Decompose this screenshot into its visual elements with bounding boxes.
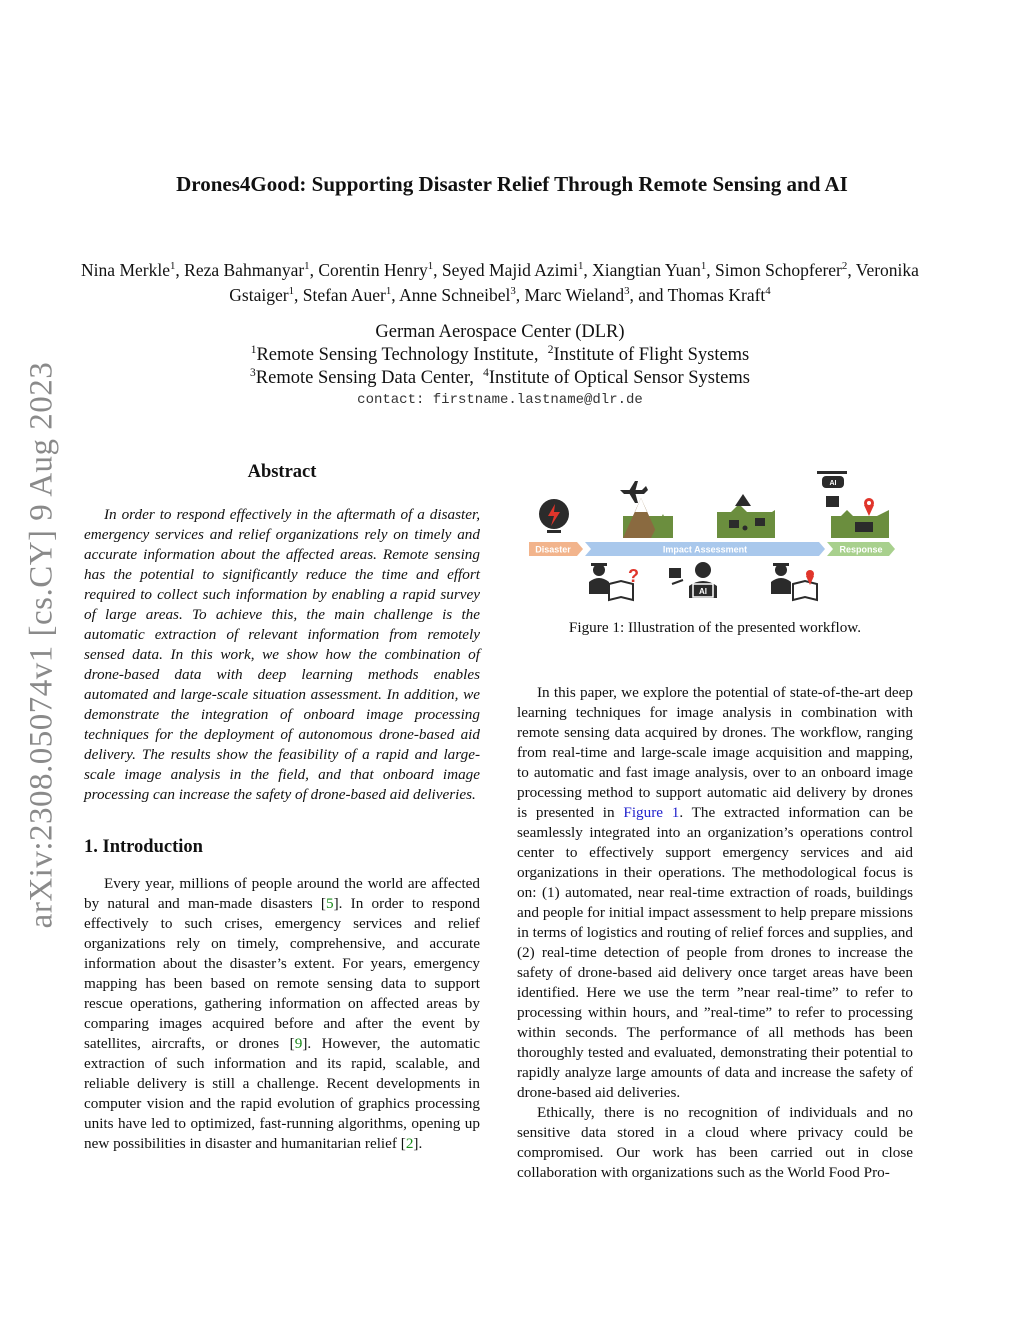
- intro-paragraph: Every year, millions of people around the world are affected by natural and man-made disasters [5]. In order to respond effectively to such crises, emergency services and relief organizations rely on timely, comprehensive, and accurate information about the disaster’s extent. For years, emergency mapping has been based on remote sensing data to support rescue operations, gathering information on affected areas by comparing images acquired before and after the event by satellites, aircrafts, or drones [9]. However, the automatic extraction of such information and its rapid, scalable, and reliable delivery is still a challenge. Recent developments in computer vision and the rapid evolution of graphics processing units have led to optimized, fast-running algorithms, opening up new possibilities in disaster and humanitarian relief [2].: [84, 875, 480, 1152]
- author: Veronika Gstaiger: [229, 260, 919, 305]
- village-landscape-icon: [717, 494, 775, 538]
- author-list: Nina Merkle$^1$, Reza Bahmanyar$^1$, Corentin Henry$^1$, Seyed Majid Azimi$^1$, Xiangtian Yuan$^1$, Simon Schopferer$^2$, Veronika Gstaiger$^1$, Stefan Auer$^1$, Anne Schneibel$^3$, Marc Wieland$^3$, and Thomas Kraft$^4$: [81, 260, 919, 305]
- workflow-illustration: [517, 466, 913, 611]
- abstract-heading: Abstract: [247, 462, 317, 482]
- abstract-text: In order to respond effectively in the aftermath of a disaster, emergency services and relief organizations rely on timely and accurate information about the affected areas. Remote sensing has the potential to significantly reduce the time and effort required to collect such information by enabling a rapid survey of large areas. To achieve this, the main challenge is the automatic extraction of relevant information from remotely sensed data. In this work, we show how the combination of drone-based data with deep learning methods enables automated and large-scale situation assessment. In addition, we demonstrate the integration of onboard image processing techniques for the deployment of autonomous drone-based aid delivery. The results show the feasibility of a rapid and large-scale image analysis in the field, and that onboard image processing can increase the safety of drone-based aid deliveries.: [84, 506, 480, 803]
- stage-arrow-disaster: [529, 542, 583, 556]
- worker-map-icon: [589, 563, 633, 600]
- citation-link[interactable]: 9: [294, 1035, 303, 1052]
- helicopter-drone-icon: [817, 471, 847, 507]
- author: Simon Schopferer: [715, 260, 842, 280]
- paper-title: Drones4Good: Supporting Disaster Relief Through Remote Sensing and AI: [176, 172, 848, 196]
- author: Seyed Majid Azimi: [441, 260, 578, 280]
- body-paragraph: Ethically, there is no recognition of individuals and no sensitive data stored in a cloud where privacy could be compromised. Our work has been carried out in close collaboration with organizations such as the World Food Pro-: [517, 1104, 913, 1181]
- author: Nina Merkle: [81, 260, 170, 280]
- left-column: [84, 462, 480, 1154]
- response-landscape-icon: [831, 510, 889, 538]
- airplane-icon: [620, 481, 648, 503]
- stage-arrow-impact-assessment: [585, 542, 825, 556]
- author: Reza Bahmanyar: [184, 260, 305, 280]
- arxiv-identifier: arXiv:2308.05074v1 [cs.CY] 9 Aug 2023: [23, 361, 60, 929]
- affiliation-line: $^3$Remote Sensing Data Center, $^4$Institute of Optical Sensor Systems: [250, 366, 750, 388]
- author: Stefan Auer: [302, 285, 386, 305]
- author: Thomas Kraft: [667, 285, 766, 305]
- author: Xiangtian Yuan: [592, 260, 701, 280]
- section-heading-introduction: 1. Introduction: [84, 837, 203, 857]
- contact-email[interactable]: contact: firstname.lastname@dlr.de: [357, 392, 643, 408]
- analyst-ai-icon: [669, 562, 717, 598]
- svg-text:?: ?: [628, 566, 639, 586]
- stage-arrow-response: [827, 542, 895, 556]
- globe-lightning-icon: [539, 499, 569, 533]
- workflow-figure: [517, 466, 913, 611]
- organization: German Aerospace Center (DLR): [375, 322, 625, 342]
- author: Corentin Henry: [318, 260, 428, 280]
- citation-link[interactable]: 2: [405, 1135, 414, 1152]
- citation-link[interactable]: 5: [325, 895, 334, 912]
- svg-text:Response: Response: [839, 544, 883, 555]
- question-mark-icon: [628, 566, 639, 586]
- author: Anne Schneibel: [399, 285, 511, 305]
- affiliations: [0, 321, 1000, 410]
- svg-text:AI: AI: [699, 587, 707, 596]
- svg-text:Disaster: Disaster: [535, 544, 571, 555]
- figure-caption: Figure 1: Illustration of the presented workflow.: [568, 619, 862, 636]
- author: Marc Wieland: [524, 285, 625, 305]
- svg-text:Impact Assessment: Impact Assessment: [662, 544, 748, 555]
- affiliation-line: $^1$Remote Sensing Technology Institute, $^2$Institute of Flight Systems: [250, 343, 750, 365]
- location-pin-icon: [864, 498, 874, 516]
- right-column: [517, 466, 913, 1183]
- svg-text:AI: AI: [829, 480, 837, 487]
- body-paragraph: In this paper, we explore the potential of state-of-the-art deep learning techniques for image analysis in combination with remote sensing data acquired by drones. The workflow, ranging from real-time and large-scale image acquisition and mapping, to automatic and fast image analysis, over to an onboard image processing method to support automatic aid delivery by drones is presented in Figure 1. The extracted information can be seamlessly integrated into an organization’s operations control center to effectively support emergency services and aid organizations in their operations. The methodological focus is on: (1) automated, near real-time extraction of roads, buildings and people for initial impact assessment to help prepare missions in terms of logistics and routing of relief forces and supplies, and (2) real-time detection of people from drones to increase the safety of drone-based aid delivery once target areas have been identified. Here we use the term ”near real-time” to refer to processing within hours, and ”real-time” to refer to processing within seconds. The performance of all methods has been thoroughly tested and evaluated, demonstrating their potential to rapidly analyze large amounts of data and increase the safety of drone-based aid deliveries.: [517, 684, 913, 1101]
- mountain-landscape-icon: [623, 498, 673, 538]
- arxiv-sidebar: [22, 355, 62, 935]
- figure-reference-link[interactable]: Figure 1: [623, 804, 680, 821]
